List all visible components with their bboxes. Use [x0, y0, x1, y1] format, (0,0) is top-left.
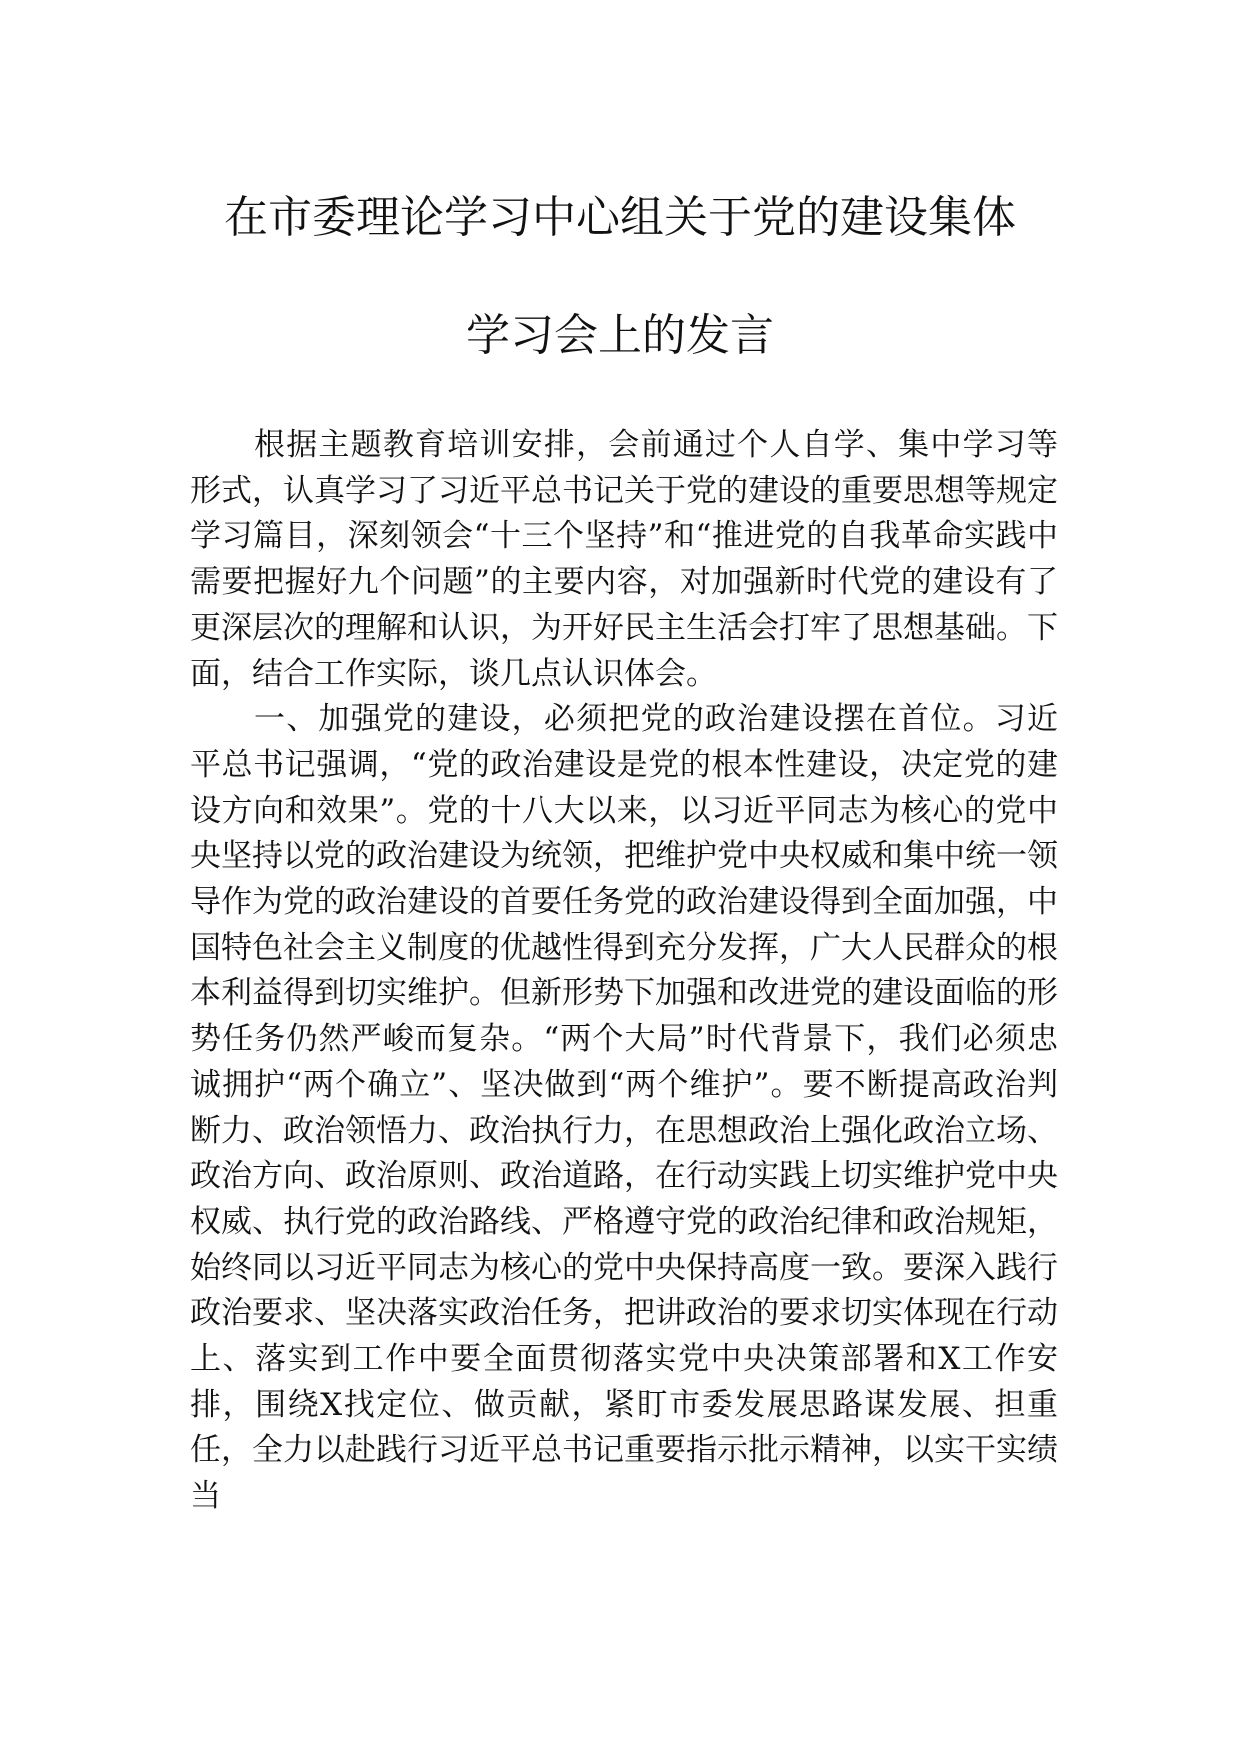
- intro-paragraph-text: 根据主题教育培训安排，会前通过个人自学、集中学习等形式，认真学习了习近平总书记关于党的建设的重要思想等规定学习篇目，深刻领会“十三个坚持”和“推进党的自我革命实践中需要把握好九个问题”的主要内容，对加强新时代党的建设有了更深层次的理解和认识，为开好民主生活会打牢了思想基础。下面，结合工作实际，谈几点认识体会。: [190, 427, 1058, 692]
- document-title-line-1: 在市委理论学习中心组关于党的建设集体: [224, 192, 1016, 243]
- section-one-text: 习近平总书记强调，“党的政治建设是党的根本性建设，决定党的建设方向和效果”。党的十八大以来，以习近平同志为核心的党中央坚持以党的政治建设为统领，把维护党中央权威和集中统一领导作为党的政治建设的首要任务党的政治建设得到全面加强，中国特色社会主义制度的优越性得到充分发挥，广大人民群众的根本利益得到切实维护。但新形势下加强和改进党的建设面临的形势任务仍然严峻而复杂。“两个大局”时代背景下，我们必须忠诚拥护“两个确立”、坚决做到“两个维护”。要不断提高政治判断力、政治领悟力、政治执行力，在思想政治上强化政治立场、政治方向、政治原则、政治道路，在行动实践上切实维护党中央权威、执行党的政治路线、严格遵守党的政治纪律和政治规矩，始终同以习近平同志为核心的党中央保持高度一致。要深入践行政治要求、坚决落实政治任务，把讲政治的要求切实体现在行动上、落实到工作中要全面贯彻落实党中央决策部署和X工作安排，围绕X找定位、做贡献，紧盯市委发展思路谋发展、担重任，全力以赴践行习近平总书记重要指示批示精神，以实干实绩当: [190, 701, 1059, 1515]
- document-title-line-2: 学习会上的发言: [466, 310, 774, 361]
- document-body: [190, 423, 1058, 1520]
- intro-paragraph: [190, 423, 1058, 697]
- section-one-paragraph: [190, 697, 1058, 1520]
- section-one-heading: 一、加强党的建设，必须把党的政治建设摆在首位。: [254, 701, 995, 738]
